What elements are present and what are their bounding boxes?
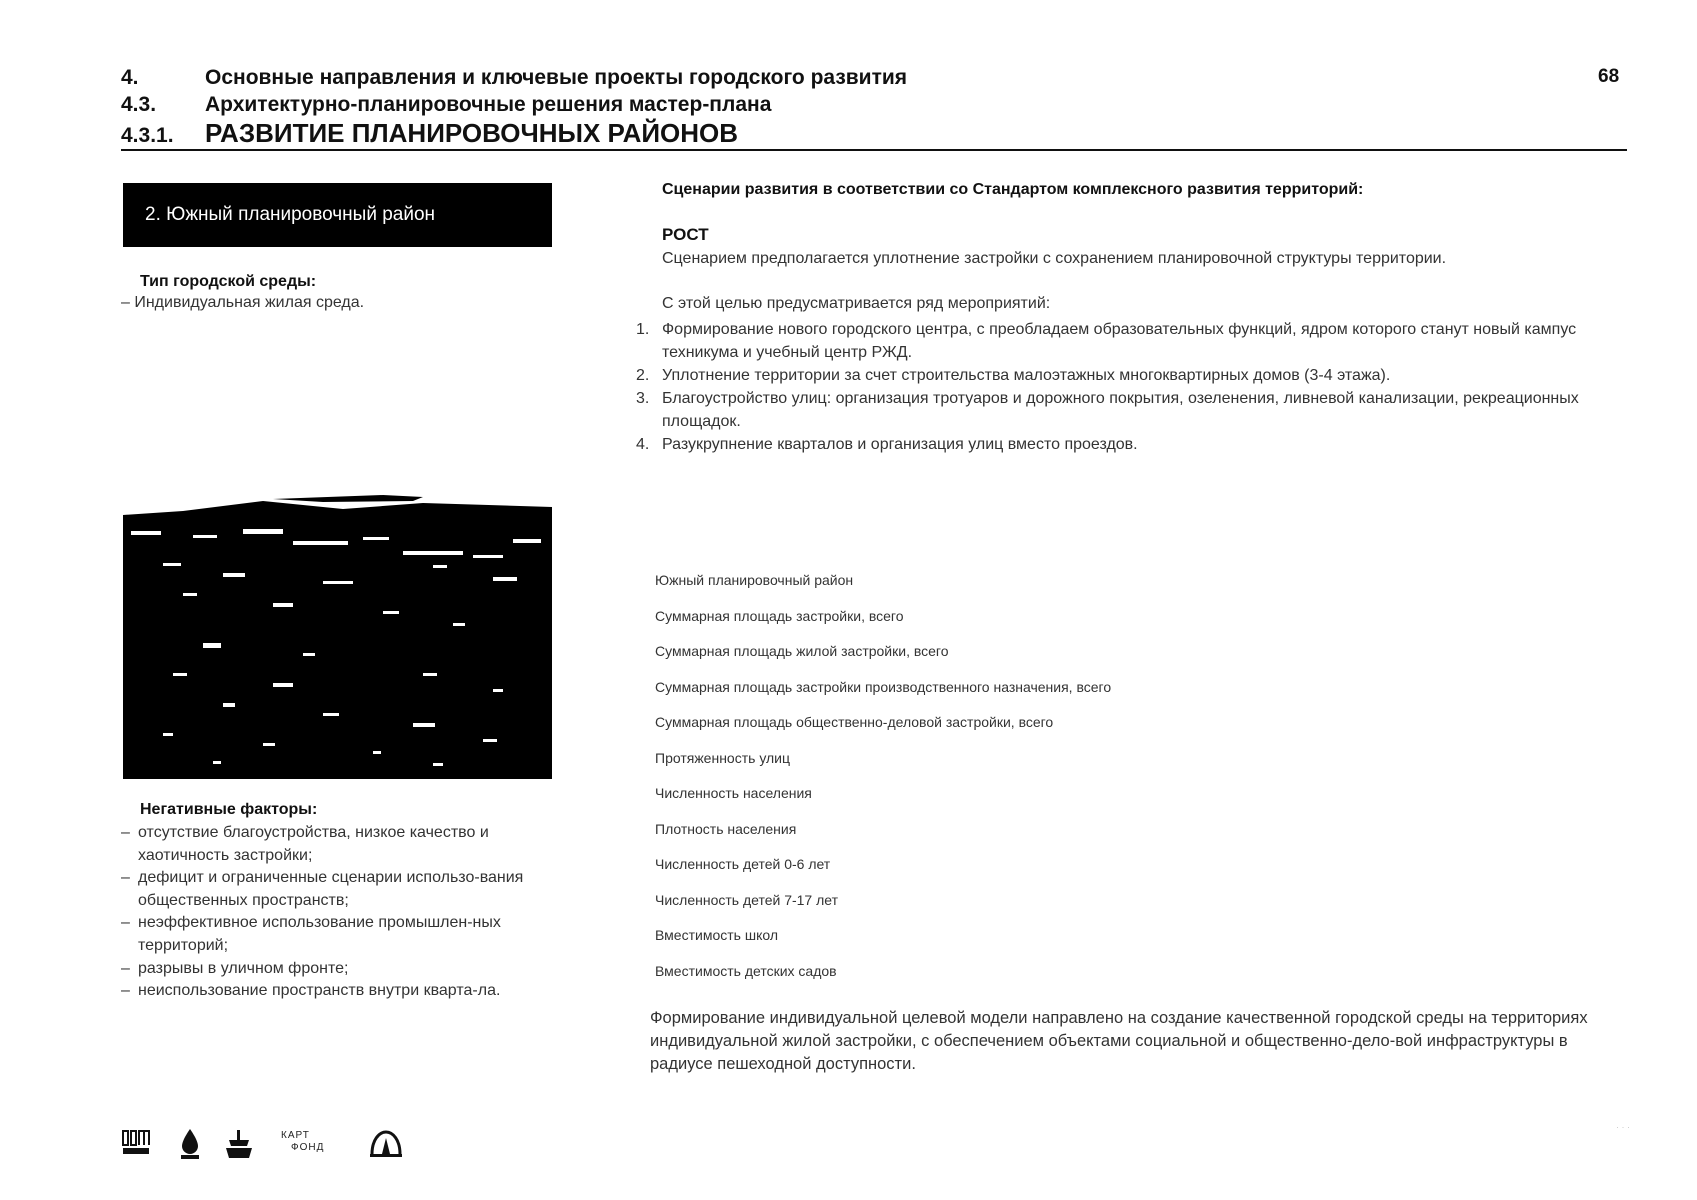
- env-type-label: Тип городской среды:: [140, 273, 317, 290]
- subsection-heading: [121, 93, 771, 117]
- list-item: [636, 318, 1626, 364]
- karp-line2: ФОНД: [291, 1142, 325, 1153]
- district-photo-image: [123, 493, 552, 779]
- table-row: Численность населения: [655, 785, 812, 801]
- table-row: Суммарная площадь застройки, всего: [655, 607, 904, 624]
- section-heading: [121, 66, 907, 90]
- table-row: Вместимость школ: [655, 927, 778, 943]
- subsection-title: Архитектурно-планировочные решения мастер-плана: [205, 93, 772, 116]
- table-row: Суммарная площадь общественно-деловой застройки, всего: [655, 714, 1054, 730]
- section-title: Основные направления и ключевые проекты городского развития: [205, 66, 908, 89]
- district-photo: [123, 493, 552, 779]
- list-item-text: Разукрупнение кварталов и организация улиц вместо проездов.: [662, 436, 1138, 453]
- scenarios-title: Сценарии развития в соответствии со Стандартом комплексного развития территорий:: [662, 181, 1364, 198]
- list-item-number: 3.: [636, 390, 650, 407]
- list-item: – неэффективное использование промышлен-ных территорий;: [121, 912, 551, 957]
- karp-fond-logo: [281, 1130, 324, 1154]
- list-item: – разрывы в уличном фронте;: [121, 958, 551, 981]
- list-item: [636, 364, 1626, 387]
- scenario-description: Сценарием предполагается уплотнение застройки с сохранением планировочной структуры территории.: [662, 250, 1447, 267]
- table-row: Численность детей 7-17 лет: [655, 891, 839, 908]
- table-row: Плотность населения: [655, 820, 797, 837]
- dom-logo-icon: [121, 1128, 151, 1158]
- measures-list: [636, 318, 1626, 456]
- page-heading-number: 4.3.1.: [121, 124, 174, 147]
- list-item-text: Формирование нового городского центра, с преобладаем образовательных функций, ядром которого станут новый кампус техникума и учебный центр РЖД.: [662, 321, 1577, 361]
- list-item-text: Благоустройство улиц: организация тротуаров и дорожного покрытия, озеленения, ливневой канализации, рекреационных площадок.: [662, 390, 1579, 430]
- karp-line1: КАРТ: [281, 1130, 310, 1141]
- header-divider: [121, 149, 1627, 151]
- conclusion-paragraph: Формирование индивидуальной целевой модели направлено на создание качественной городской среды на территориях индивидуальной жилой застройки, с обеспечением объектами социальной и общественно-дело-вой инфраструктуры в радиусе пешеходной доступности.: [650, 1009, 1588, 1073]
- list-item: [636, 433, 1626, 456]
- district-title-box: 2. Южный планировочный район: [123, 183, 552, 247]
- drop-logo-icon: [179, 1128, 201, 1160]
- list-item-number: 1.: [636, 321, 650, 338]
- table-row: Численность детей 0-6 лет: [655, 856, 831, 872]
- table-row: Протяженность улиц: [655, 749, 791, 766]
- page-title: РАЗВИТИЕ ПЛАНИРОВОЧНЫХ РАЙОНОВ: [205, 118, 739, 148]
- table-row: Суммарная площадь застройки производственного назначения, всего: [655, 678, 1112, 695]
- table-row: Вместимость детских садов: [655, 962, 837, 979]
- page-heading: [121, 118, 738, 149]
- list-item-number: 4.: [636, 436, 650, 453]
- footer-note-line: · · ·: [1616, 1122, 1630, 1132]
- table-row: Суммарная площадь жилой застройки, всего: [655, 643, 949, 659]
- subsection-number: 4.3.: [121, 93, 157, 116]
- list-item: – дефицит и ограниченные сценарии использо-вания общественных пространств;: [121, 867, 551, 912]
- negatives-list: [121, 822, 551, 1003]
- arch-logo-icon: [369, 1128, 403, 1160]
- list-item: [636, 387, 1626, 433]
- ship-logo-icon: [225, 1128, 253, 1160]
- scenario-label: РОСТ: [662, 225, 709, 244]
- footer-note: [1220, 1121, 1630, 1133]
- list-item: – неиспользование пространств внутри кварта-ла.: [121, 980, 551, 1003]
- list-item-number: 2.: [636, 367, 650, 384]
- section-number: 4.: [121, 66, 139, 89]
- page-number: 68: [1598, 66, 1620, 87]
- env-type-value: – Индивидуальная жилая среда.: [121, 294, 365, 311]
- indicators-table: [655, 570, 1555, 996]
- negatives-label: Негативные факторы:: [140, 801, 318, 818]
- measures-intro: С этой целью предусматривается ряд мероприятий:: [662, 295, 1051, 312]
- table-row: Южный планировочный район: [655, 572, 854, 588]
- list-item-text: Уплотнение территории за счет строительства малоэтажных многоквартирных домов (3-4 этажа).: [662, 367, 1391, 384]
- list-item: – отсутствие благоустройства, низкое качество и хаотичность застройки;: [121, 822, 551, 867]
